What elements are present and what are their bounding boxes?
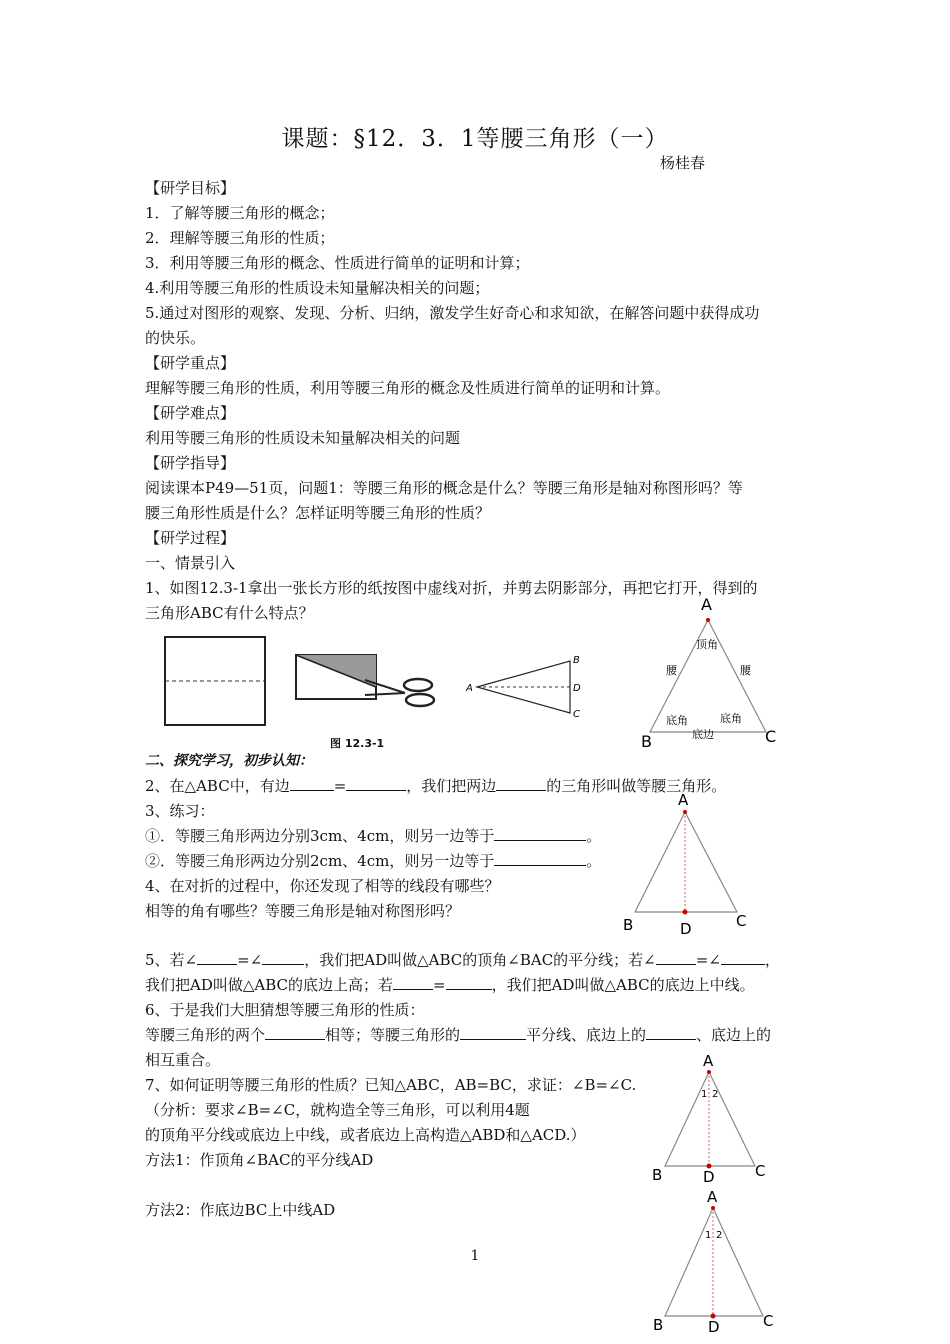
triangle-outline (635, 812, 737, 912)
section-intro: 一、情景引入 (145, 554, 236, 572)
angle-1-label: 1 (705, 1230, 712, 1241)
exercise-2: ②．等腰三角形两边分别2cm、4cm，则另一边等于 。 (145, 852, 602, 870)
question-7-analysis: （分析：要求∠B=∠C，就构造全等三角形，可以利用4题 (145, 1101, 530, 1119)
question-4-line: 相等的角有哪些？等腰三角形是轴对称图形吗？ (145, 902, 461, 920)
question-6-end: 相互重合。 (145, 1051, 221, 1069)
point-a (711, 1206, 715, 1210)
triangle-outline (665, 1072, 755, 1166)
vertex-c: C (763, 1312, 774, 1330)
altitude-triangle-diagram (615, 790, 765, 940)
angle-1-label: 1 (701, 1089, 708, 1100)
section-explore: 二、探究学习，初步认知： (145, 753, 313, 769)
difficulty-text: 利用等腰三角形的性质设未知量解决相关的问题 (145, 429, 461, 447)
vertex-a: A (678, 791, 689, 809)
point-d (683, 910, 688, 915)
vertex-a: A (701, 595, 712, 614)
label-c: C (573, 709, 580, 720)
objective-item: 4.利用等腰三角形的性质设未知量解决相关的问题； (145, 279, 490, 297)
key-points-heading: 【研学重点】 (145, 354, 236, 372)
question-6: 6、于是我们大胆猜想等腰三角形的性质： (145, 1001, 425, 1019)
label-d: D (573, 683, 581, 694)
vertex-d: D (708, 1318, 720, 1336)
guide-heading: 【研学指导】 (145, 454, 236, 472)
label-a: A (466, 683, 473, 694)
method-2: 方法2：作底边BC上中线AD (145, 1201, 336, 1219)
guide-line: 腰三角形性质是什么？怎样证明等腰三角形的性质？ (145, 504, 491, 522)
page-number: 1 (470, 1248, 480, 1264)
vertex-b: B (641, 732, 652, 751)
question-5-line-2: 我们把AD叫做△ABC的底边上高；若 = ，我们把AD叫做△ABC的底边上中线。 (145, 976, 755, 994)
angle-2-label: 2 (716, 1230, 723, 1241)
method-1-triangle-diagram (645, 1050, 775, 1190)
apex-angle-label: 顶角 (696, 638, 718, 651)
guide-line: 阅读课本P49—51页，问题1：等腰三角形的概念是什么？等腰三角形是轴对称图形吗？等 (145, 479, 743, 497)
base-label: 底边 (692, 728, 714, 741)
exercise-1: ①．等腰三角形两边分别3cm、4cm，则另一边等于 。 (145, 827, 602, 845)
vertex-a: A (703, 1052, 714, 1070)
key-points-text: 理解等腰三角形的性质，利用等腰三角形的概念及性质进行简单的证明和计算。 (145, 379, 671, 397)
question-6-line: 等腰三角形的两个 相等；等腰三角形的 平分线、底边上的 、底边上的 (145, 1026, 772, 1044)
vertex-c: C (736, 912, 747, 930)
author: 杨桂春 (660, 154, 706, 172)
question-1-line: 1、如图12.3-1拿出一张长方形的纸按图中虚线对折，并剪去阴影部分，再把它打开，得到的 (145, 579, 758, 597)
objective-item: 3．利用等腰三角形的概念、性质进行简单的证明和计算； (145, 254, 530, 272)
angle-2-label: 2 (712, 1089, 719, 1100)
vertex-d: D (703, 1168, 715, 1186)
figure-caption: 图 12.3-1 (330, 737, 385, 750)
question-3: 3、练习： (145, 802, 215, 820)
question-2: 2、在△ABC中，有边 = ，我们把两边 的三角形叫做等腰三角形。 (145, 777, 727, 795)
vertex-b: B (623, 916, 634, 934)
base-angle-label-left: 底角 (666, 714, 688, 727)
objective-item: 2．理解等腰三角形的性质； (145, 229, 335, 247)
vertex-b: B (653, 1316, 664, 1334)
vertex-a: A (707, 1188, 718, 1206)
apex-point (706, 618, 710, 622)
question-1-line: 三角形ABC有什么特点？ (145, 604, 314, 622)
point-a (707, 1070, 711, 1074)
vertex-d: D (680, 920, 692, 938)
label-b: B (573, 655, 580, 666)
point-a (683, 810, 687, 814)
question-5-line-1: 5、若∠ =∠ ，我们把AD叫做△ABC的顶角∠BAC的平分线；若∠ =∠ ， (145, 951, 780, 969)
page-title: 课题：§12．3．1等腰三角形（一） (281, 126, 669, 152)
difficulty-heading: 【研学难点】 (145, 404, 236, 422)
process-heading: 【研学过程】 (145, 529, 236, 547)
objective-item: 5.通过对图形的观察、发现、分析、归纳，激发学生好奇心和求知欲，在解答问题中获得成功 (145, 304, 760, 322)
objectives-heading: 【研学目标】 (145, 179, 236, 197)
figure-12-3-1 (140, 625, 600, 750)
question-4-line: 4、在对折的过程中，你还发现了相等的线段有哪些？ (145, 877, 500, 895)
labeled-triangle-diagram (630, 592, 790, 752)
question-7-analysis: 的顶角平分线或底边上中线，或者底边上高构造△ABD和△ACD.） (145, 1126, 586, 1144)
leg-label-right: 腰 (740, 664, 751, 677)
leg-label-left: 腰 (666, 664, 677, 677)
method-1: 方法1：作顶角∠BAC的平分线AD (145, 1151, 374, 1169)
vertex-c: C (755, 1162, 766, 1180)
vertex-c: C (765, 727, 777, 746)
question-7: 7、如何证明等腰三角形的性质？已知△ABC，AB=BC，求证：∠B=∠C. (145, 1076, 637, 1094)
base-angle-label-right: 底角 (720, 712, 742, 725)
objective-item: 的快乐。 (145, 329, 206, 347)
objective-item: 1．了解等腰三角形的概念； (145, 204, 335, 222)
vertex-b: B (652, 1166, 663, 1184)
